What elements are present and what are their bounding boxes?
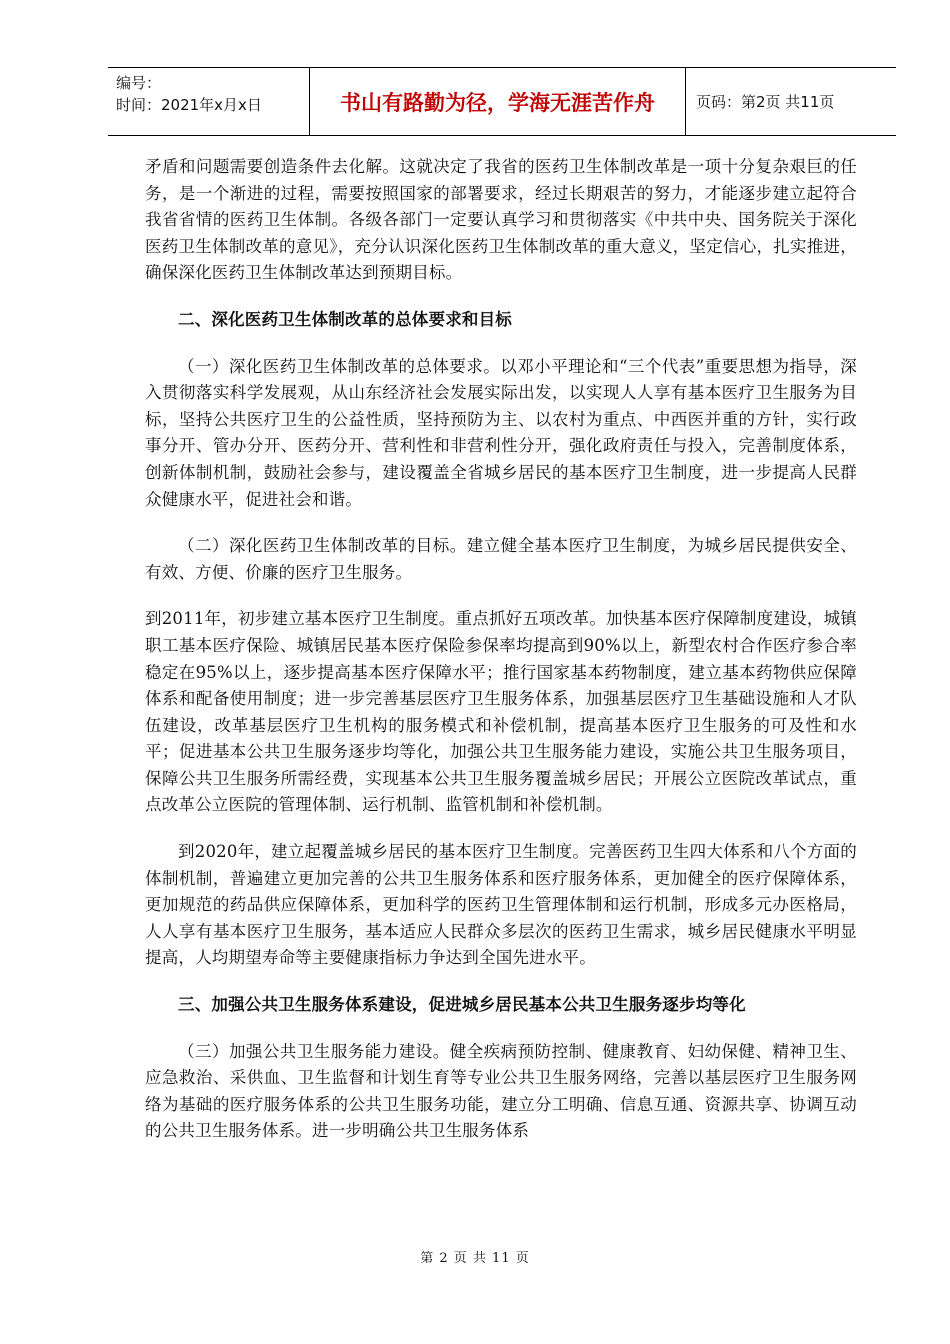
body-paragraph: 矛盾和问题需要创造条件去化解。这就决定了我省的医药卫生体制改革是一项十分复杂艰巨的任务，是一个渐进的过程，需要按照国家的部署要求，经过长期艰苦的努力，才能逐步建立起符合我省省情的医药卫生体制。各级各部门一定要认真学习和贯彻落实《中共中央、国务院关于深化医药卫生体制改革的意见》，充分认识深化医药卫生体制改革的重大意义，坚定信心，扎实推进，确保深化医药卫生体制改革达到预期目标。 — [145, 157, 857, 283]
document-number-label: 编号： — [116, 74, 162, 92]
header-motto: 书山有路勤为径，学海无涯苦作舟 — [310, 68, 686, 135]
body-paragraph: 到2011年，初步建立基本医疗卫生制度。重点抓好五项改革。加快基本医疗保障制度建设，城镇职工基本医疗保险、城镇居民基本医疗保险参保率均提高到90%以上，新型农村合作医疗参合率稳定在95%以上，逐步提高基本医疗保障水平；推行国家基本药物制度，建立基本药物供应保障体系和配备使用制度；进一步完善基层医疗卫生服务体系，加强基层医疗卫生基础设施和人才队伍建设，改革基层医疗卫生机构的服务模式和补偿机制，提高基本医疗卫生服务的可及性和水平；促进基本公共卫生服务逐步均等化，加强公共卫生服务能力建设，实施公共卫生服务项目，保障公共卫生服务所需经费，实现基本公共卫生服务覆盖城乡居民；开展公立医院改革试点，重点改革公立医院的管理体制、运行机制、监管机制和补偿机制。 — [145, 609, 857, 815]
header-page-number: 页码：第2页 共11页 — [696, 93, 835, 111]
body-paragraph: （一）深化医药卫生体制改革的总体要求。以邓小平理论和“三个代表”重要思想为指导，深入贯彻落实科学发展观，从山东经济社会发展实际出发，以实现人人享有基本医疗卫生服务为目标，坚持公共医疗卫生的公益性质，坚持预防为主、以农村为重点、中西医并重的方针，实行政事分开、管办分开、医药分开、营利性和非营利性分开，强化政府责任与投入，完善制度体系，创新体制机制，鼓励社会参与，建设覆盖全省城乡居民的基本医疗卫生制度，进一步提高人民群众健康水平，促进社会和谐。 — [145, 356, 857, 509]
section-heading: 二、深化医药卫生体制改革的总体要求和目标 — [178, 309, 512, 329]
document-date-label: 时间：2021年x月x日 — [116, 96, 262, 114]
document-body — [145, 154, 857, 1165]
page-footer: 第 2 页 共 11 页 — [420, 1251, 530, 1266]
body-paragraph: （二）深化医药卫生体制改革的目标。建立健全基本医疗卫生制度，为城乡居民提供安全、有效、方便、价廉的医疗卫生服务。 — [145, 536, 857, 582]
body-paragraph: （三）加强公共卫生服务能力建设。健全疾病预防控制、健康教育、妇幼保健、精神卫生、应急救治、采供血、卫生监督和计划生育等专业公共卫生服务网络，完善以基层医疗卫生服务网络为基础的医疗服务体系的公共卫生服务功能，建立分工明确、信息互通、资源共享、协调互动的公共卫生服务体系。进一步明确公共卫生服务体系 — [145, 1041, 857, 1141]
section-heading: 三、加强公共卫生服务体系建设，促进城乡居民基本公共卫生服务逐步均等化 — [178, 995, 746, 1015]
page-header — [108, 67, 896, 136]
body-paragraph: 到2020年，建立起覆盖城乡居民的基本医疗卫生制度。完善医药卫生四大体系和八个方面的体制机制，普遍建立更加完善的公共卫生服务体系和医疗服务体系，更加健全的医疗保障体系，更加规范的药品供应保障体系，更加科学的医药卫生管理体制和运行机制，形成多元办医格局，人人享有基本医疗卫生服务，基本适应人民群众多层次的医药卫生需求，城乡居民健康水平明显提高，人均期望寿命等主要健康指标力争达到全国先进水平。 — [145, 842, 857, 968]
header-meta — [108, 68, 310, 135]
